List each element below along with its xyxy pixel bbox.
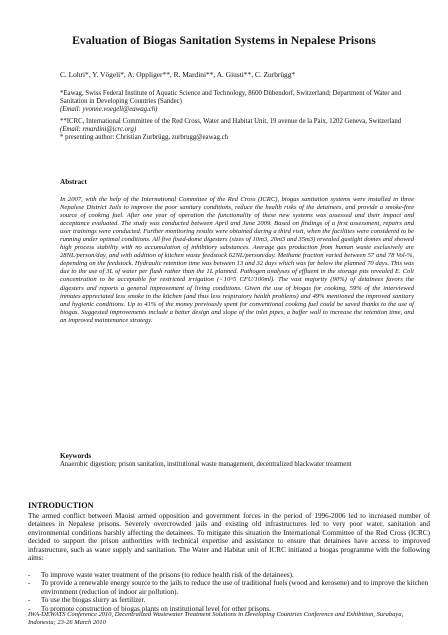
abstract-body: In 2007, with the help of the International Committee of the Red Cross (ICRC), biogas sanitation systems were installed in three Nepalese District Jails to improve the poor sanitary conditions, reduce the health risks of the detainees, and provide a smoke-free source of cooking fuel. After one year of operation the functionality of these new systems was assessed and their impact and acceptance evaluated. The study was conducted between April and June 2009. Based on findings of a first assessment, repairs and user trainings were conducted. Further monitoring results were obtained during a third visit, when the facilities were considered to be running under optimal conditions. All five fixed-dome digesters (sizes of 10m3, 20m3 and 35m3) revealed gastight domes and showed high process stability with no accumulation of inhibitory substances. Average gas production from human waste exclusively are 28NL/person/day, and with addition of kitchen waste feedstock 62NL/person/day. Methane fraction varied between 57 and 78 Vol-%, depending on the feedstock. Hydraulic retention time was between 13 and 32 days which was far below the planned 70 days. This was due to the use of 3L of water per flush rather than the 1L planned. Pathogen analyses of effluent in the storage pits revealed E. Coli concentration to be acceptable for restricted irrigation (<10^5 CFU/100ml). The vast majority (90%) of detainees favors the digesters and reports a general improvement of living conditions. Given the use of biogas for cooking, 59% of the interviewed inmates appreciated less smoke in the kitchen (and thus less respiratory health problems) and 49% mentioned the improved sanitary and hygienic conditions. Up to 41% of the money previously spent for conventional cooking fuel could be saved thanks to the use of biogas. Suggested improvements include a better design and slope of the inlet pipes, a buffer wall to increase the retention time, and an improved maintenance strategy. [60, 196, 415, 324]
list-item: - To improve waste water treatment of the prisons (to reduce health risk of the detainees). [28, 571, 294, 579]
aim-text: To improve waste water treatment of the prisons (to reduce health risk of the detainees). [41, 571, 294, 579]
aims-list [28, 571, 430, 613]
list-item: - To provide a renewable energy source to the jails to reduce the use of traditional fuels (wood and kerosene) and to improve the kitchen environment (reduction of indoor air pollution). [28, 579, 429, 596]
affiliations [60, 90, 426, 147]
presenting-author: * presenting author: Christian Zurbrügg, zurbrugg@eawag.ch [60, 134, 229, 142]
affiliation-eawag-email: (Email: yvonne.voegeli@eawag.ch) [60, 106, 158, 114]
affiliation-icrc-text: **ICRC, International Committee of the Red Cross, Water and Habitat Unit, 19 avenue de la Paix, 1202 Geneva, Switzerland [60, 118, 402, 126]
abstract-heading: Abstract [60, 178, 87, 186]
aim-text: To provide a renewable energy source to the jails to reduce the use of traditional fuels (wood and kerosene) and to improve the kitchen environment (reduction of indoor air pollution). [41, 579, 429, 596]
introduction-body: The armed conflict between Maoist armed opposition and government forces in the period of 1996-2006 led to increased number of detainees in Nepalese prisons. Severely overcrowded jails and existing old infrastructures led to very poor water, sanitation and environmental conditions harshly affecting the detainees. To mitigate this situation the International Committee of the Red Cross (ICRC) decided to support the prison authorities with technical expertise and assistance to ensure that detainees have access to improved infrastructure, such as water supply and sanitation. The Water and Habitat unit of ICRC initiated a biogas programme with the following aims: [28, 512, 430, 563]
keywords-body: Anaerobic digestion; prison sanitation, institutional waste management, decentralized blackwater treatment [60, 461, 352, 468]
introduction-heading: INTRODUCTION [28, 501, 94, 510]
list-item: - To use the biogas slurry as fertilizer. [28, 596, 146, 605]
list-item: - To promote construction of biogas plants on institutional level for other prisons. [28, 604, 271, 613]
affiliation-eawag [60, 90, 426, 114]
conference-footer: IWA-DEWATS Conference 2010, Decentralized Wastewater Treatment Solutions in Developing Countries Conference and Exhibition, Surabaya, Indonesia; 23-26 March 2010 [28, 611, 404, 626]
keywords-heading: Keywords [60, 452, 92, 460]
affiliation-icrc [60, 118, 426, 142]
affiliation-eawag-text: *Eawag, Swiss Federal Institute of Aquatic Science and Technology, 8600 Dübendorf, Switzerland; Department of Water and Sanitation in Developing Countries (Sandec) [60, 90, 402, 106]
aim-text: To promote construction of biogas plants on institutional level for other prisons. [41, 604, 271, 613]
paper-title: Evaluation of Biogas Sanitation Systems in Nepalese Prisons [72, 34, 376, 47]
author-list: C. Lohri*, Y. Vögeli*, A. Oppliger**, R. Mardini**, A. Giusti**, C. Zurbrügg* [60, 70, 296, 79]
affiliation-icrc-email: (Email: rmardini@icrc.org) [60, 126, 137, 134]
aim-text: To use the biogas slurry as fertilizer. [41, 596, 146, 605]
